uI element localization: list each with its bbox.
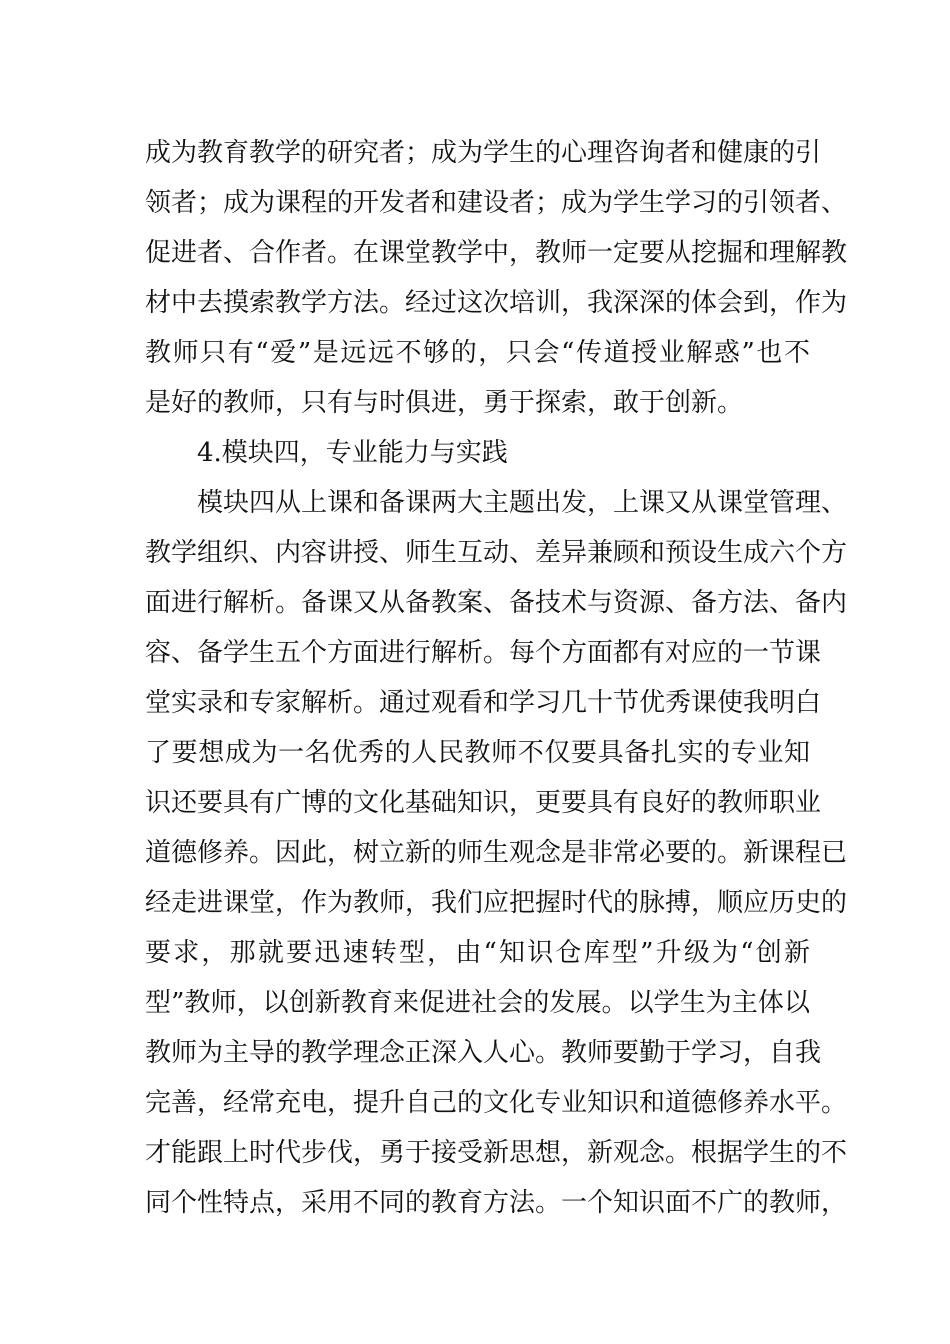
text-line: 是好的教师，只有与时俱进，勇于探索，敢于创新。 <box>145 388 744 418</box>
text-line: 同个性特点，采用不同的教育方法。一个知识面不广的教师， <box>145 1188 848 1218</box>
text-line: 要求，那就要迅速转型，由“知识仓库型”升级为“创新 <box>145 938 810 968</box>
text-line: 面进行解析。备课又从备教案、备技术与资源、备方法、备内 <box>145 588 848 618</box>
text-line: 道德修养。因此，树立新的师生观念是非常必要的。新课程已 <box>145 838 848 868</box>
body-text <box>145 128 848 1228</box>
text-line: 容、备学生五个方面进行解析。每个方面都有对应的一节课 <box>145 638 822 668</box>
text-line: 教学组织、内容讲授、师生互动、差异兼顾和预设生成六个方 <box>145 538 848 568</box>
text-line: 堂实录和专家解析。通过观看和学习几十节优秀课使我明白 <box>145 688 822 718</box>
text-line: 经走进课堂，作为教师，我们应把握时代的脉搏，顺应历史的 <box>145 888 848 918</box>
text-line: 教师只有“爱”是远远不够的，只会“传道授业解惑”也不 <box>145 338 810 368</box>
text-line: 完善，经常充电，提升自己的文化专业知识和道德修养水平。 <box>145 1088 848 1118</box>
text-line: 识还要具有广博的文化基础知识，更要具有良好的教师职业 <box>145 788 822 818</box>
text-line: 型”教师，以创新教育来促进社会的发展。以学生为主体以 <box>145 988 810 1018</box>
text-line: 了要想成为一名优秀的人民教师不仅要具备扎实的专业知 <box>145 738 810 768</box>
text-line: 材中去摸索教学方法。经过这次培训，我深深的体会到，作为 <box>145 288 848 318</box>
text-line: 才能跟上时代步伐，勇于接受新思想，新观念。根据学生的不 <box>145 1138 848 1168</box>
text-line: 教师为主导的教学理念正深入人心。教师要勤于学习，自我 <box>145 1038 822 1068</box>
text-line: 模块四从上课和备课两大主题出发，上课又从课堂管理、 <box>197 488 848 518</box>
text-line: 领者；成为课程的开发者和建设者；成为学生学习的引领者、 <box>145 188 848 218</box>
text-line: 促进者、合作者。在课堂教学中，教师一定要从挖掘和理解教 <box>145 238 848 268</box>
section-heading: 4.模块四，专业能力与实践 <box>197 438 508 468</box>
text-line: 成为教育教学的研究者；成为学生的心理咨询者和健康的引 <box>145 138 822 168</box>
